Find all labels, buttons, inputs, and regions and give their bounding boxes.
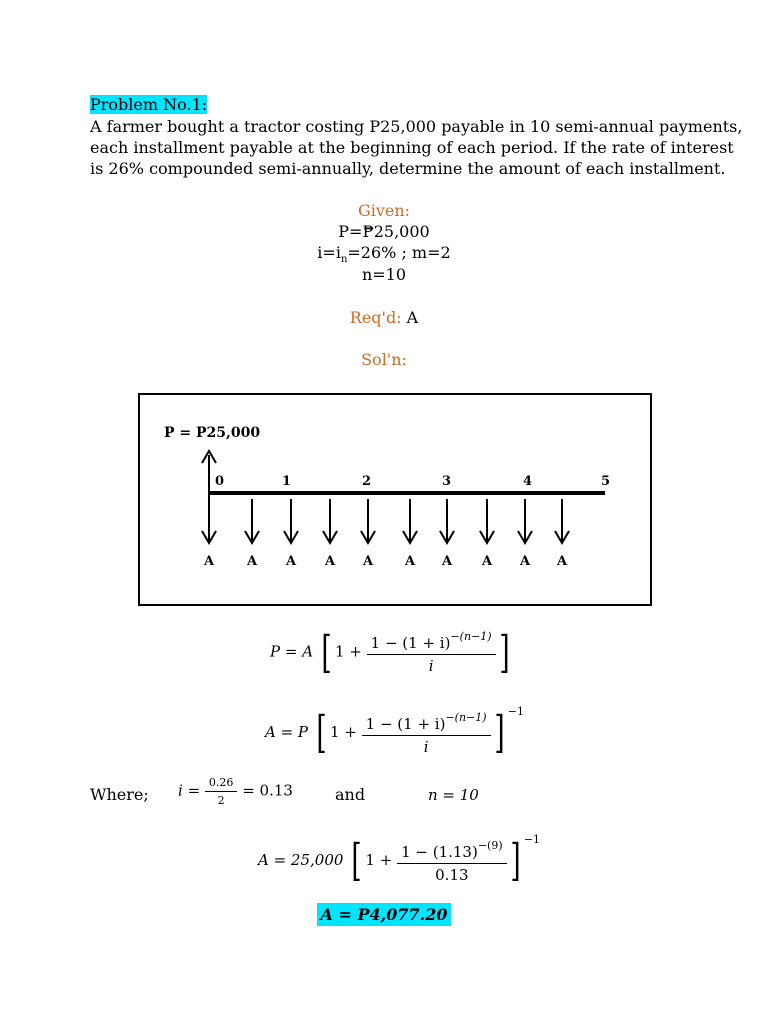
problem-line-3: is 26% compounded semi-annually, determine the amount of each installment. <box>90 159 726 178</box>
payment-label: A <box>247 554 258 569</box>
cash-flow-svg <box>140 395 650 604</box>
payment-label: A <box>325 554 336 569</box>
answer-value: A = P4,077.20 <box>317 903 452 926</box>
and-label: and <box>335 785 366 804</box>
payment-label: A <box>482 554 493 569</box>
sub-num-exponent: −(9) <box>477 838 503 852</box>
formula-one-plus: 1 + <box>334 642 362 661</box>
sub-fraction <box>397 839 507 884</box>
payment-label: A <box>286 554 297 569</box>
interest-rate-equation <box>178 776 293 807</box>
payment-label: A <box>405 554 416 569</box>
formula-one-plus: 1 + <box>329 723 357 741</box>
present-value-label: P = P25,000 <box>164 425 261 441</box>
cash-flow-diagram <box>138 393 652 606</box>
right-bracket: ] <box>510 835 521 886</box>
period-tick-label: 0 <box>215 474 225 489</box>
payment-label: A <box>442 554 453 569</box>
period-tick-label: 4 <box>523 474 533 489</box>
problem-line-1: A farmer bought a tractor costing P25,000 payable in 10 semi-annual payments, <box>90 117 743 136</box>
soln-label: Sol'n: <box>361 350 407 369</box>
reqd-label: Req'd: <box>349 308 402 327</box>
left-bracket: [ <box>321 626 332 678</box>
answer-line <box>0 904 768 926</box>
i-fraction-den: 2 <box>217 794 225 807</box>
i-lhs: i = <box>178 781 201 800</box>
where-label: Where; <box>90 785 149 804</box>
reqd-value: A <box>401 308 419 327</box>
payment-label: A <box>557 554 568 569</box>
sub-denominator: 0.13 <box>435 865 469 884</box>
i-fraction-num: 0.26 <box>205 776 238 792</box>
problem-line-2: each installment payable at the beginning of each period. If the rate of interest <box>90 138 734 157</box>
i-fraction <box>205 776 238 807</box>
given-i-post: =26% ; m=2 <box>347 243 451 262</box>
formula-fraction <box>367 630 496 675</box>
period-tick-label: 1 <box>282 474 292 489</box>
formula-numerator: 1 − (1 + i) <box>365 714 446 733</box>
given-label: Given: <box>357 201 411 220</box>
period-tick-label: 2 <box>362 474 372 489</box>
formula-one-plus: 1 + <box>365 851 393 869</box>
given-p: P=₱25,000 <box>338 222 430 241</box>
formula-substitution <box>258 833 540 884</box>
period-tick-label: 5 <box>601 474 611 489</box>
problem-heading-text: Problem No.1: <box>90 95 208 114</box>
period-tick-label: 3 <box>442 474 452 489</box>
formula-denominator: i <box>428 657 434 675</box>
right-bracket: ] <box>494 707 505 758</box>
given-i-sub: n <box>340 254 348 266</box>
payment-label: A <box>520 554 531 569</box>
sub-lhs: A = 25,000 <box>258 851 344 869</box>
sub-numerator: 1 − (1.13) <box>401 842 478 861</box>
formula-inverse-exponent: −1 <box>507 705 524 718</box>
given-n: n=10 <box>361 265 407 284</box>
formula-a-lhs: A = P <box>265 723 309 741</box>
reqd-line <box>0 307 768 329</box>
right-bracket: ] <box>499 626 510 678</box>
formula-fraction <box>362 711 491 756</box>
formula-annuity <box>265 705 524 756</box>
period-ticks <box>215 474 610 489</box>
formula-num-exponent: −(n−1) <box>445 710 487 724</box>
given-i-pre: i=i <box>317 243 341 262</box>
formula-numerator: 1 − (1 + i) <box>370 634 451 652</box>
i-result: = 0.13 <box>242 781 293 800</box>
formula-p-lhs: P = A <box>270 642 314 661</box>
left-bracket: [ <box>316 707 327 758</box>
payment-label: A <box>204 554 215 569</box>
payment-arrows <box>202 493 569 569</box>
payment-label: A <box>363 554 374 569</box>
sub-inverse-exponent: −1 <box>523 833 541 846</box>
left-bracket: [ <box>351 835 362 886</box>
problem-heading <box>90 94 207 116</box>
n-equation: n = 10 <box>428 786 479 804</box>
formula-denominator: i <box>423 737 429 756</box>
formula-present-value <box>270 626 513 678</box>
formula-num-exponent: −(n−1) <box>450 630 492 643</box>
